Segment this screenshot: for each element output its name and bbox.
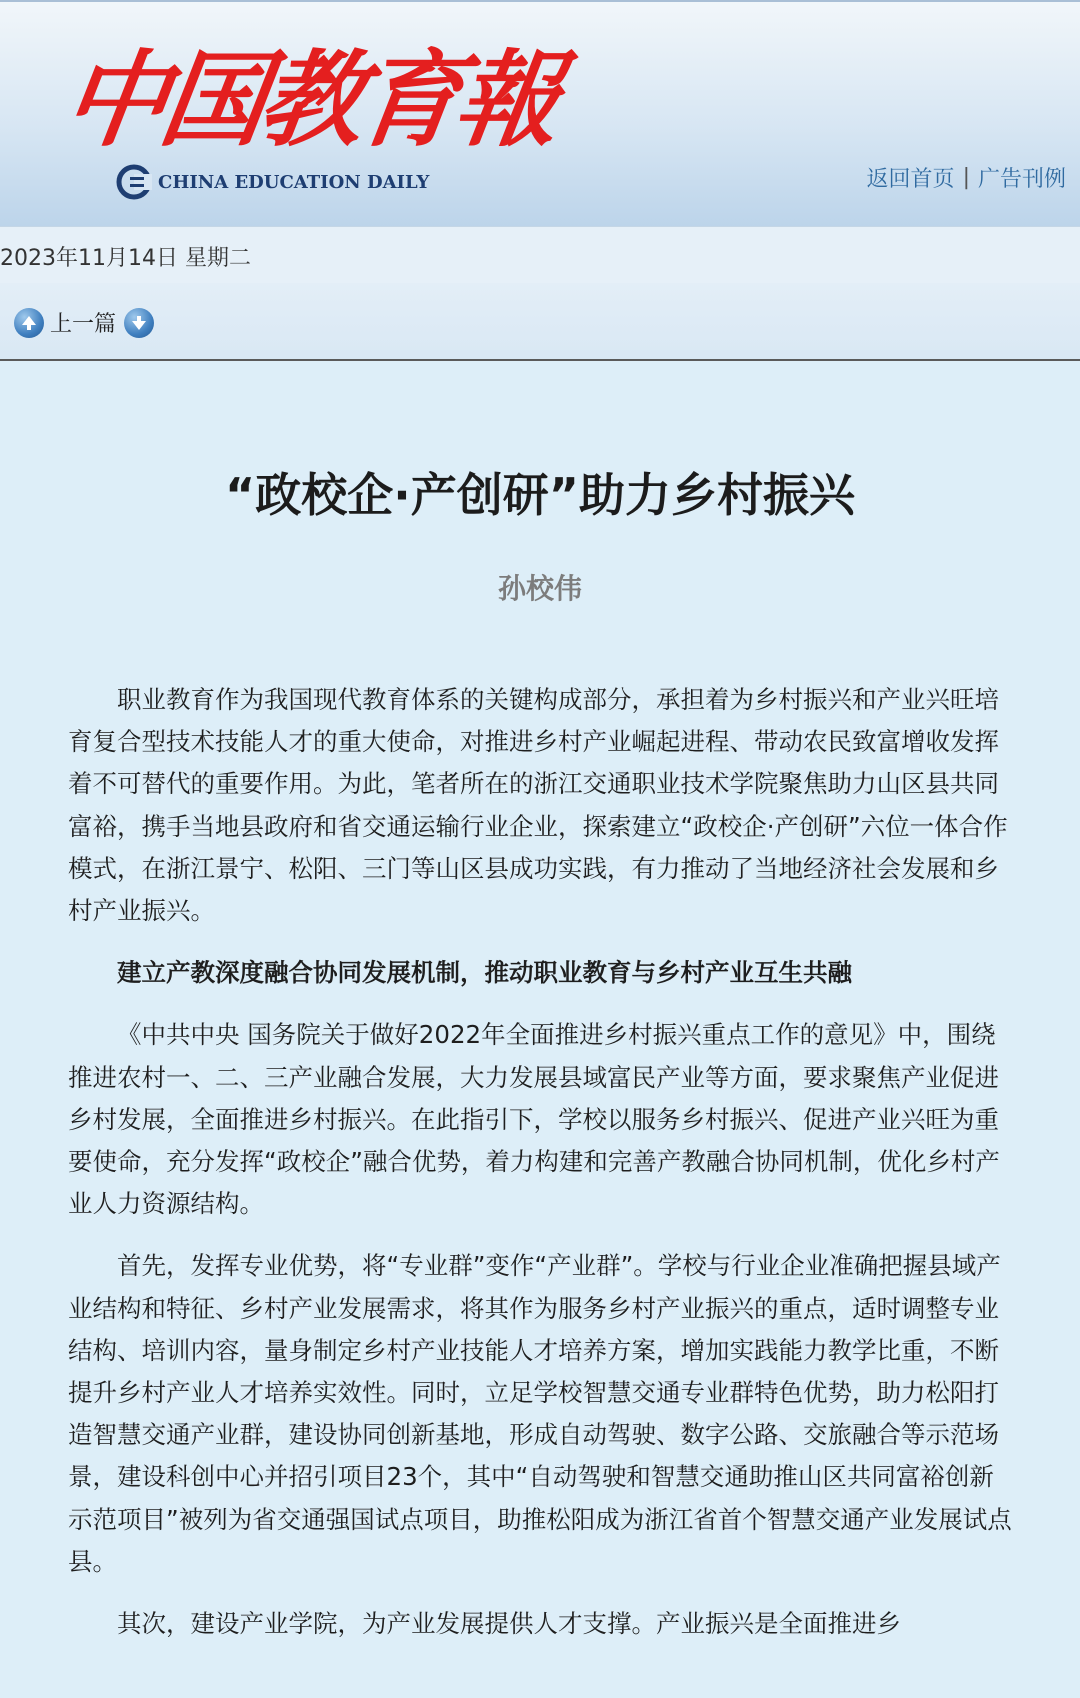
- top-links: [867, 162, 1066, 193]
- next-arrow-icon[interactable]: [124, 308, 154, 338]
- ce-logo-mark-icon: [116, 164, 152, 200]
- prev-article-link[interactable]: 上一篇: [50, 312, 117, 337]
- article-paragraph: 首先，发挥专业优势，将“专业群”变作“产业群”。学校与行业企业准确把握县域产业结构和特征、乡村产业发展需求，将其作为服务乡村产业振兴的重点，适时调整专业结构、培训内容，量身制定乡村产业技能人才培养方案，增加实践能力教学比重，不断提升乡村产业人才培养实效性。同时，立足学校智慧交通专业群特色优势，助力松阳打造智慧交通产业群，建设协同创新基地，形成自动驾驶、数字公路、交旅融合等示范场景，建设科创中心并招引项目23个，其中“自动驾驶和智慧交通助推山区共同富裕创新示范项目”被列为省交通强国试点项目，助推松阳成为浙江省首个智慧交通产业发展试点县。: [68, 1251, 1012, 1576]
- article-paragraph: 其次，建设产业学院，为产业发展提供人才支撑。产业振兴是全面推进乡: [117, 1609, 901, 1639]
- article-pager: [14, 307, 154, 338]
- article-paragraph: 《中共中央 国务院关于做好2022年全面推进乡村振兴重点工作的意见》中，围绕推进农村一、二、三产业融合发展，大力发展县域富民产业等方面，要求聚焦产业促进乡村发展，全面推进乡村振兴。在此指引下，学校以服务乡村振兴、促进产业兴旺为重要使命，充分发挥“政校企”融合优势，着力构建和完善产教融合协同机制，优化乡村产业人力资源结构。: [68, 1020, 1000, 1219]
- newspaper-logo-cn[interactable]: 中国教育報: [55, 38, 563, 161]
- article-body: [68, 679, 1016, 1665]
- date-bar: [0, 226, 1080, 284]
- article-title: “政校企·产创研”助力乡村振兴: [225, 468, 855, 522]
- article-subheading: 建立产教深度融合协同发展机制，推动职业教育与乡村产业互生共融: [117, 958, 852, 988]
- prev-arrow-icon[interactable]: [14, 308, 44, 338]
- ad-rates-link[interactable]: 广告刊例: [977, 167, 1066, 192]
- home-link[interactable]: 返回首页: [866, 167, 955, 192]
- article-paragraph: 职业教育作为我国现代教育体系的关键构成部分，承担着为乡村振兴和产业兴旺培育复合型技术技能人才的重大使命，对推进乡村产业崛起进程、带动农民致富增收发挥着不可替代的重要作用。为此，笔者所在的浙江交通职业技术学院聚焦助力山区县共同富裕，携手当地县政府和省交通运输行业企业，探索建立“政校企·产创研”六位一体合作模式，在浙江景宁、松阳、三门等山区县成功实践，有力推动了当地经济社会发展和乡村产业振兴。: [68, 685, 1008, 926]
- logo-english-text: CHINA EDUCATION DAILY: [158, 171, 430, 193]
- masthead-header: [0, 0, 1080, 228]
- issue-date: 2023年11月14日 星期二: [0, 246, 251, 271]
- newspaper-logo-en: [116, 162, 429, 202]
- article-content: [0, 361, 1080, 1698]
- article-author: 孙校伟: [497, 572, 582, 605]
- article-nav-bar: [0, 283, 1080, 361]
- link-separator: |: [962, 165, 970, 190]
